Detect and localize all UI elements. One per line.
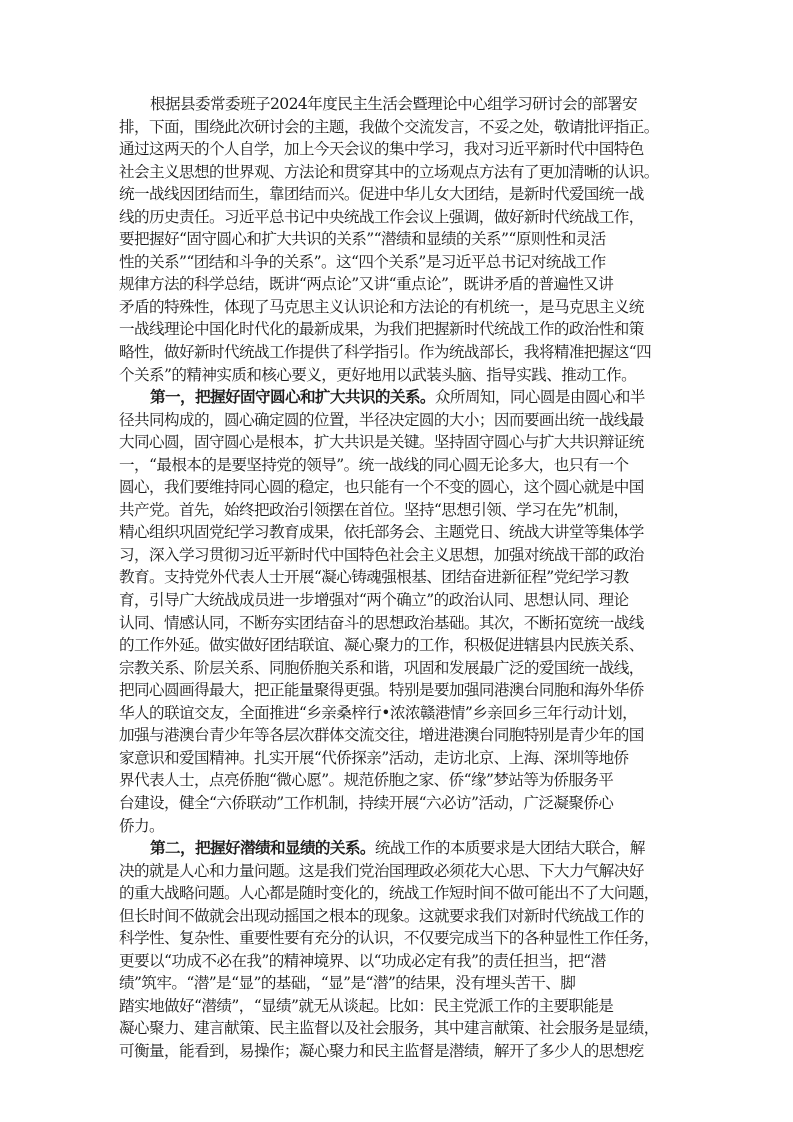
- paragraph-line: 线的历史责任。习近平总书记中央统战工作会议上强调，做好新时代统战工作，: [119, 207, 644, 226]
- paragraph-intro: [119, 93, 682, 386]
- paragraph-line: 略性，做好新时代统战工作提供了科学指引。作为统战部长，我将精准把握这“四: [119, 343, 652, 362]
- paragraph-line: 个关系”的精神实质和核心要义，更好地用以武装头脑、指导实践、推动工作。: [119, 365, 637, 384]
- paragraph-line: 精心组织巩固党纪学习教育成果，依托部务会、主题党日、统战大讲堂等集体学: [119, 523, 644, 542]
- heading-line-rest: 众所周知，同心圆是由圆心和半: [434, 388, 645, 407]
- paragraph-line: 教育。支持党外代表人士开展“凝心铸魂强根基、团结奋进新征程”党纪学习教: [119, 568, 629, 587]
- paragraph-line: 加强与港澳台青少年等各层次群体交流交往，增进港澳台同胞特别是青少年的国: [119, 726, 644, 745]
- paragraph-line: 凝心聚力、建言献策、民主监督以及社会服务，其中建言献策、社会服务是显绩，: [119, 1019, 659, 1038]
- paragraph-second: [119, 837, 682, 1062]
- paragraph-line: 决的就是人心和力量问题。这是我们党治国理政必须花大心思、下大力气解决好: [119, 861, 644, 880]
- paragraph-line: 科学性、复杂性、重要性要有充分的认识，不仅要完成当下的各种显性工作任务，: [119, 929, 659, 948]
- paragraph-line: 台建设，健全“六侨联动”工作机制，持续开展“六必访”活动，广泛凝聚侨心: [119, 793, 614, 812]
- paragraph-line: 认同、情感认同，不断夯实团结奋斗的思想政治基础。其次，不断拓宽统一战线: [119, 613, 644, 632]
- paragraph-line: 社会主义思想的世界观、方法论和贯穿其中的立场观点方法有了更加清晰的认识。: [119, 162, 659, 181]
- paragraph-line: 规律方法的科学总结，既讲“两点论”又讲“重点论”，既讲矛盾的普遍性又讲: [119, 275, 614, 294]
- paragraph-line: 矛盾的特殊性，体现了马克思主义认识论和方法论的有机统一，是马克思主义统: [119, 297, 644, 316]
- paragraph-line: 根据县委常委班子2024年度民主生活会暨理论中心组学习研讨会的部署安: [150, 95, 638, 113]
- document-body: [119, 93, 682, 1063]
- paragraph-line: 可衡量，能看到，易操作；凝心聚力和民主监督是潜绩，解开了多少人的思想疙: [119, 1041, 644, 1060]
- paragraph-line: 统一战线因团结而生，靠团结而兴。促进中华儿女大团结，是新时代爱国统一战: [119, 185, 644, 204]
- paragraph-line: 性的关系”“团结和斗争的关系”。这“四个关系”是习近平总书记对统战工作: [119, 252, 606, 271]
- paragraph-line: 的工作外延。做实做好团结联谊、凝心聚力的工作，积极促进辖县内民族关系、: [119, 636, 644, 655]
- section-heading: 第二，把握好潜绩和显绩的关系。: [150, 839, 375, 858]
- paragraph-line: 绩”筑牢。“潜”是“显”的基础，“显”是“潜”的结果，没有埋头苦干、脚: [119, 974, 576, 993]
- paragraph-line: 育，引导广大统战成员进一步增强对“两个确立”的政治认同、思想认同、理论: [119, 591, 629, 610]
- paragraph-line: 界代表人士，点亮侨胞“微心愿”。规范侨胞之家、侨“缘”梦站等为侨服务平: [119, 771, 614, 790]
- paragraph-line: 更要以“功成不必在我”的精神境界、以“功成必定有我”的责任担当，把“潜: [119, 951, 606, 970]
- paragraph-line: 但长时间不做就会出现动摇国之根本的现象。这就要求我们对新时代统战工作的: [119, 906, 644, 925]
- paragraph-line: 通过这两天的个人自学，加上今天会议的集中学习，我对习近平新时代中国特色: [119, 140, 644, 159]
- paragraph-line: 的重大战略问题。人心都是随时变化的，统战工作短时间不做可能出不了大问题，: [119, 884, 659, 903]
- paragraph-line: 一，“最根本的是要坚持党的领导”。统一战线的同心圆无论多大，也只有一个: [119, 455, 629, 474]
- section-heading: 第一，把握好固守圆心和扩大共识的关系。: [150, 388, 435, 407]
- paragraph-line: [119, 386, 682, 409]
- paragraph-line: 一战线理论中国化时代化的最新成果，为我们把握新时代统战工作的政治性和策: [119, 320, 644, 339]
- paragraph-line: 习，深入学习贯彻习近平新时代中国特色社会主义思想，加强对统战干部的政治: [119, 545, 644, 564]
- paragraph-line: 共产党。首先，始终把政治引领摆在首位。坚持“思想引领、学习在先”机制，: [119, 500, 629, 519]
- paragraph-line: 排，下面，围绕此次研讨会的主题，我做个交流发言，不妥之处，敬请批评指正。: [119, 117, 659, 136]
- paragraph-line: 大同心圆，固守圆心是根本，扩大共识是关键。坚持固守圆心与扩大共识辩证统: [119, 433, 644, 452]
- paragraph-line: 踏实地做好“潜绩”，“显绩”就无从谈起。比如：民主党派工作的主要职能是: [119, 996, 614, 1015]
- heading-line-rest: 统战工作的本质要求是大团结大联合，解: [374, 839, 645, 858]
- paragraph-line: 把同心圆画得最大，把正能量聚得更强。特别是要加强同港澳台同胞和海外华侨: [119, 681, 644, 700]
- paragraph-line: 要把握好“固守圆心和扩大共识的关系”“潜绩和显绩的关系”“原则性和灵活: [119, 230, 606, 249]
- paragraph-line: 圆心，我们要维持同心圆的稳定，也只能有一个不变的圆心，这个圆心就是中国: [119, 478, 644, 497]
- paragraph-line: 侨力。: [119, 816, 164, 835]
- paragraph-line: 华人的联谊交友，全面推进“乡亲桑梓行•浓浓赣港情”乡亲回乡三年行动计划，: [119, 703, 638, 722]
- paragraph-line: 家意识和爱国精神。扎实开展“代侨探亲”活动，走访北京、上海、深圳等地侨: [119, 748, 629, 767]
- paragraph-first: [119, 386, 682, 837]
- paragraph-line: [119, 837, 682, 860]
- paragraph-line: 径共同构成的，圆心确定圆的位置，半径决定圆的大小；因而要画出统一战线最: [119, 410, 644, 429]
- paragraph-line: 宗教关系、阶层关系、同胞侨胞关系和谐，巩固和发展最广泛的爱国统一战线，: [119, 658, 644, 677]
